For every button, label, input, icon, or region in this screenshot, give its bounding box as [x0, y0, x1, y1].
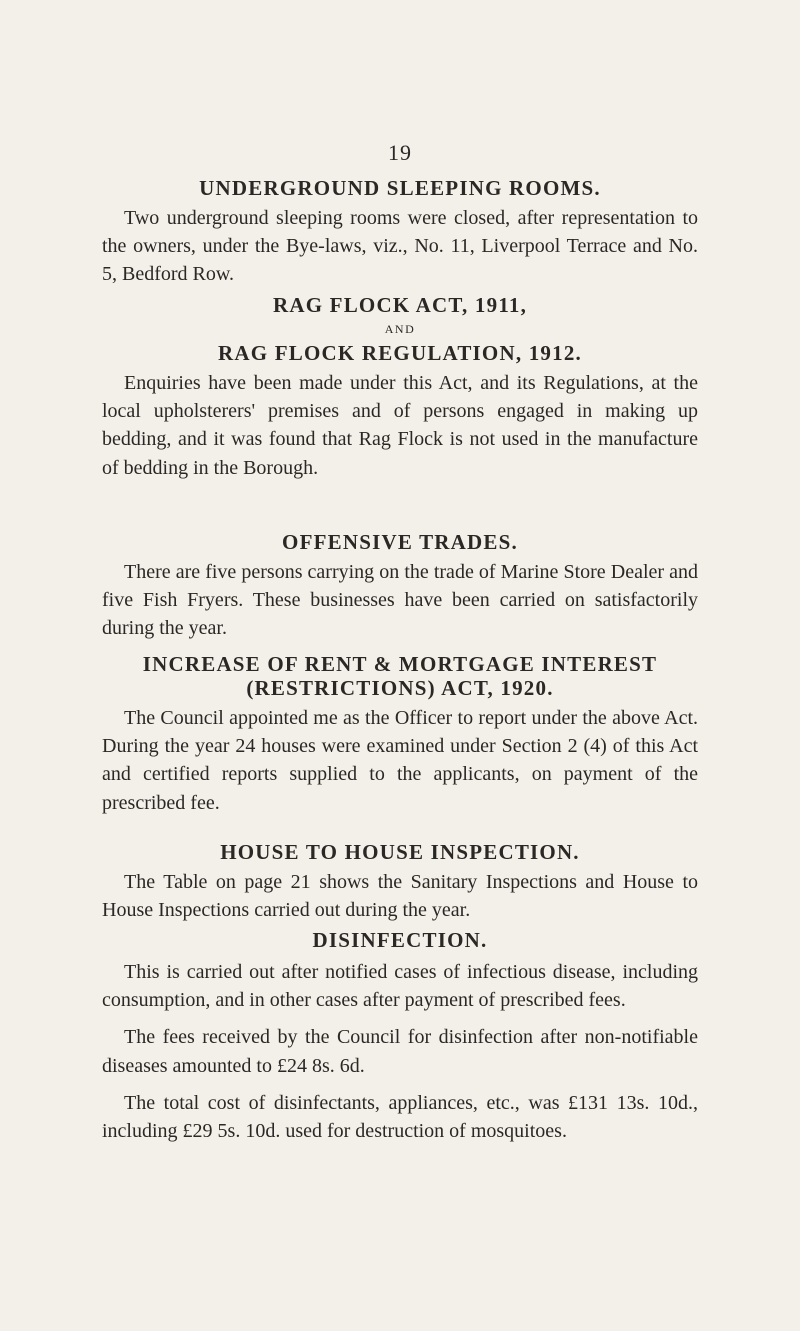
section-paragraph: There are five persons carrying on the trade of Marine Store Dealer and five Fish Fryers. These businesses have been carried on satisfactorily during the year.: [102, 561, 698, 640]
section-offensive-trades: [102, 528, 698, 643]
section-paragraph: The Council appointed me as the Officer to report under the above Act. During the year 24 houses were examined under Section 2 (4) of this Act and certified reports supplied to the applicants, on payment of the prescribed fee.: [102, 707, 698, 814]
section-title: RAG FLOCK REGULATION, 1912.: [218, 341, 582, 365]
section-title: (RESTRICTIONS) ACT, 1920.: [246, 676, 554, 700]
section-paragraph: Two underground sleeping rooms were closed, after representation to the owners, under the Bye-laws, viz., No. 11, Liverpool Terrace and No. 5, Bedford Row.: [102, 207, 698, 286]
section-title: OFFENSIVE TRADES.: [282, 530, 518, 554]
section-rag-flock: [102, 291, 698, 482]
section-title: HOUSE TO HOUSE INSPECTION.: [220, 840, 580, 864]
section-house-inspection: [102, 838, 698, 924]
section-paragraph: This is carried out after notified cases of infectious disease, including consumption, and in other cases after payment of prescribed fees.: [102, 961, 698, 1012]
section-title: INCREASE OF RENT & MORTGAGE INTEREST: [142, 652, 658, 676]
section-paragraph: The Table on page 21 shows the Sanitary Inspections and House to House Inspections carried out during the year.: [102, 871, 698, 922]
section-underground: [102, 174, 698, 289]
section-title: DISINFECTION.: [312, 928, 488, 952]
section-paragraph: Enquiries have been made under this Act, and its Regulations, at the local upholsterers' premises and of persons engaged in making up bedding, and it was found that Rag Flock is not used in the manufacture of bedding in the Borough.: [102, 372, 698, 479]
section-paragraph: The total cost of disinfectants, appliances, etc., was £131 13s. 10d., including £29 5s. 10d. used for destruction of mosquitoes.: [102, 1091, 698, 1143]
page-number: 19: [388, 140, 412, 165]
section-rent-act: [102, 652, 698, 817]
section-title-and: AND: [384, 322, 416, 336]
section-disinfection: [102, 926, 698, 1145]
section-title: UNDERGROUND SLEEPING ROOMS.: [199, 176, 601, 200]
section-paragraph: The fees received by the Council for disinfection after non-notifiable diseases amounted to £24 8s. 6d.: [102, 1026, 698, 1077]
section-title: RAG FLOCK ACT, 1911,: [272, 293, 528, 317]
